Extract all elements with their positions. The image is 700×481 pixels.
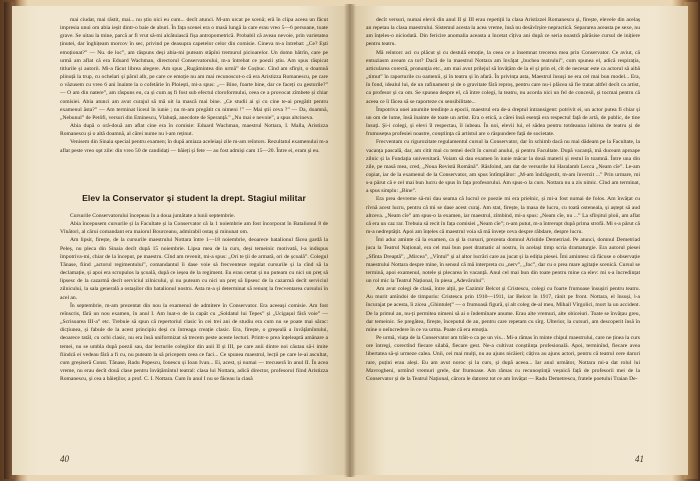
paragraph: Îmi aduc aminte că la examen, ca și la cursuri, prezenta domnul Aristide Demetriad. Pe atunci, domnul Demetriad juca la Teatrul Național, era cel mai bun poet dramatic al nostru, în același timp scria dramaturgie. Era autorul piesei „Sfînta Dreaptă”, „Mircea”, „Vîntul” și al altor lucrări care au jucat și la ediția piesei. Îmi amintesc că făcuse o observație maestrului Nottara despre mine, în sensul că mă interpreta cu „nerv”, „foc”, dar cu o prea mare agitație scenică. Cursul se termină, apoi examenul, notele și plecarea în vacanță. Anul cel mai bun din toate pentru mine ca elev: mi s-a încredințat un rol mic la Teatrul Național, în piesa „Adevărului”. bbox=[366, 237, 640, 284]
paragraph: decît versuri, numai elevii din anul II și III erau repetiții la clasa Aristizzei Romanescu și, firește, elevele din acelaș an repetau la clasa maestrului. Sistemul acesta la acea vreme, însă nu desăvîrșire nepractică. Separarea aceasta pe sexe, nu am înțeles-o niciodată. Din fericire anomalia aceasta a încetat cîțiva ani după ce seria noastră părăsise cursul de inițiere pentru teatru. bbox=[366, 17, 640, 48]
chapter-heading: Elev la Conservator și student la drept. Stagiul militar bbox=[82, 193, 306, 203]
right-text bbox=[366, 16, 640, 383]
paragraph: Am avut colegi de clasă, între alții, pe Cazimir Belcot și Cristescu, colegi cu foarte frumoase însușiri pentru teatru. Au murit amîndoi de timpuriu: Cristescu prin 1910—1911, iar Belcot în 1917, rănit pe front. Nottara, el însuși, l-a încurajat pe acesta, îi zicea „Ghintuleț” — o frumoasă figură, și alt coleg de-al meu, Mihail Vîrgolici, mort la un accident. De la primul an, nu-ți permitea nimeni să ai o îndemînare anume. Erau alte vremuri, alte obiceiuri. Toate se învățau greu, dar temeinic. Se pregătea, firește, începutul de an, pentru care repetam cu sîrg. Ulterior, la cursuri, am descoperit însă în mine o neîncredere în ce va urma. Poate că era emoția. bbox=[366, 286, 640, 333]
page-number-left: 40 bbox=[60, 454, 69, 464]
page-number-right: 41 bbox=[635, 454, 644, 464]
paragraph: Mă reîntorc aci cu plăcut și cu destulă emoție, la ceea ce a însemnat trecerea mea prin Conservator. Ce aviut, că entuziasm aveam ca tot? Dacă de la maestrul Nottara am învățat „buchea teatrului”, cum spunea el, adică respirația, articularea corectă, pronunția etc., am mai avut prilejul să învățăm de la el și prin el, cît de necesar este ca actorul să aibă „timut” în raporturile cu oamenii, și în teatru și în afară. În privința asta, Maestrul însuși ne era cel mai bun model... Era, în fond, idealul lui, de un rafinament și de o gravitate fără reproș, pentru care nu-i plăcea să fie tratat altfel decît ca artist, ca profesor și ca om. Se spunea despre el, că între colegi, la teatru, nu acorda nici un fel de concesii, și tocmai pentru că aceea ce îi făcea să se raporteze cu sensibilitate... bbox=[366, 49, 640, 105]
paragraph: Era prea devreme să-mi dau seama că lucrul ce poezie mi era prielnic, și mi-a fost numai de folos. Am învățat cu rîvnă acest lucru, pentru că mi se dase acest curaj. Am stat, firește, la masa de lucru, cu toată osteneala, și aștept să aud altceva. „Neam cîe” am spus-o la examen, iar maestrul, zîmbind, mi-a spus: „Neam cîe, nu ...” La sfîrșitul ploii, am aflat că era un caz rar. Trebuia să recit în fața comisiei „Neam cîe”; n-am putut, m-a întrerupt după prima strofă. Mi s-a părut că m-a nedreptățit. Apoi am înțeles că maestrul voia să mă învețe ceva despre răbdare, despre lucru. bbox=[366, 196, 640, 236]
paragraph: Împotriva unei anumite tendințe a epocii, maestrul era de-a dreptul intransigent: potrivit ei, un actor putea fi chiar și un om de lume, însă înainte de toate un artist. Era o etică, a cărei însă esență era respectul față de artă, de public, de tine însuți. Și-i colegi, și elevi îl respectau, îl iubeau. În noi, elevii lui, el sădea pentru totdeauna iubirea de teatru și de frumusețea profesiei noastre, conștiința că artistul are o răspundere față de societate. bbox=[366, 106, 640, 138]
paragraph: Abia după o oră-două am aflat cine era în comisie: Eduard Wachman, maestrul Nottara, I. Malla, Aristizza Romanescu și o altă doamnă, al cărei nume nu l-am reținut. bbox=[60, 123, 328, 138]
paragraph: Frecventam cu rigurozitate regulamentul cursul la Conservator, dar în schimb dacă nu mai dădeam pe la Facultate, la vacanța pascală, dar, am citit mai cu temei decît în cursul anului, și pentru Facultate. După vacanță, mă duceam aproape zilnic și la Fundația universitară. Voiam să dau examen în iunie măcar la două materii și restul în toamnă. Între una din zile, pe masă mea, cred, „Noua Revistă Română”. Răsfoind, am dat de versurile lui Haralamb Lecca „Neam cîe”. Le-am copiat, iar de la examenul de la Conservator, am spus întîmplător: „M-am îndrăgostit, m-am înverzit ...” Prin urmare, mi s-a părut că e cel mai bun lucru de spus în fața profesorului. Am spus-o la curs. Nottara nu a zis nimic. Cînd am terminat, a spus simplu: „Bine”. bbox=[366, 139, 640, 195]
paragraph: Cursurile Conservatorului începeau în a doua jumătate a lunii septembrie. bbox=[70, 213, 235, 219]
right-page bbox=[352, 6, 688, 475]
paragraph: În septembrie, m-am prezentat din nou la examenul de admitere în Conservator. Era aceeași comisie. Am fost reînscris, fără un nou examen, în anul I. Am luat-o de la capăt cu „Soldatul lui Tepes” și „Ucigașul fără voie” — „Scrisoarea III-a” etc. Trebuie să spun că repertoriul clasic în cei trei ani de studiu era cum nu se poate mai sărac: dicțiunea, și fabule de la acest principiu deși cu întreaga creație clasic. Era, firește, o greșeală a învățămîntului, deoarece tatăl, cu ochi clasic, nu era însă uniformizat să trecem peste aceste lecturi. Printr-o prea înțeleaptă amânare a temei, nu se umbla după poezii sau, dar lecturile colegilor din anii II și III, pe care anii dintre noi căutau să-i imite fiindcă ei vedeau fără a fi cu, nu puteam la să pricepem ceea ce faci... Ce spunea maestrul, lecții pe care le-ai ascultat, cum greșiseră Const. Tănase, Radu Popescu, Ionescu și Ioan Ivan... Ei, acest, și numai — trecuseră în anul II. În acea vreme, nu erau decît două clase pentru învățămîntul teatral: clasa lui Nottara, adică director, profesorul fiind Aristizza Romanescu, și cea a băieților, a prof. C. I. Nottara. Cum în anul I nu se făceau la clasă bbox=[60, 302, 328, 383]
left-top-text bbox=[60, 16, 328, 155]
paragraph: Venisem din Sinaia special pentru examen; în după amiaza aceleiași zile m-am reîntors. Rezultatul examenului m-a aflat peste vreo opt zile: din vreo 50 de candidați — băieți și fete — au fost admiși cam 15—20. Între ei, eram și eu. bbox=[60, 139, 328, 154]
paragraph: Abia începusem cursurile și la Facultate și la Conservator că la 1 noiembrie am fost încorporat în Batalionul 8 de Vînători, al cărui comandant era maiorul Bourceanu, admirabil ostaș și minunat om. bbox=[60, 221, 328, 236]
left-page bbox=[12, 6, 348, 475]
paragraph: Am lipsit, firește, de la cursurile maestrului Nottara între 1—18 noiembrie, deoarece batalionul făcea gardă la Peleș, nu pleca din Sinaia decît după 15 noiembrie. Lipsa mea de la curs, deși temeinic motivată, l-a indispus împotriva-mi, chiar de la început, pe maestru. Cînd am revenit, mi-a spus: „Ori te ții de armată, ori de școală”. Colegul Tănase, fiind „actorul regimentului”, comandantul îi dase voie să frecventeze regulat cursurile și la cînd să la declamație, și apoi era scrupulos la școală, după ce ieșea de la regiment. Eu erau certat și nu puteam cu nici un preț să lipsesc de la cazarmă decît serviciul zilnicului, și nu puteam cu nici un preț să lipsesc de la cazarmă decît serviciul zilnicului, la sala generală a ostașilor din batalionul nostru. Asta m-a și determinat să renunț la frecventarea cursului în acel an. bbox=[60, 237, 328, 301]
paragraph: Pe urmă, viața de la Conservator am trăit-o ca pe un vis... Mi-a rămas în minte chipul maestrului, care ne ținea la curs ore întregi, corectînd fiecare silabă, fiecare gest. Ne-a cultivat conștiința profesională. Apoi, terminînd, fiecare avea libertatea să-și urmeze calea. Unii, cei mai mulți, nu au ajuns nicăieri; câțiva au ajuns actori, pentru că teatrul cere daruri rare, puțini erau aleși. Eu am avut noroc și la curs, și după aceea... Iar anul următor, Nottara mi-a dat rolul lui Mavrogheni, urmînd vremuri grele, dar frumoase. Am rămas cu recunoștință veșnică față de profesorii mei de la Conservator și de la Teatrul Național, cărora le datorez tot ce am învățat — Radu Demetrescu, fratele poetului Traian De- bbox=[366, 335, 640, 382]
book-gutter bbox=[344, 4, 356, 477]
left-bottom-text bbox=[60, 212, 328, 383]
paragraph: mai ciudat, mai răstit, mai... nu știu nici eu cum... decît atunci. M-am urcat pe scenă; eră în clipa aceea un fâcut impresia unui om abia ieșit dintr-o baie de aburi. În fața scenei era o masă lungă la care erau vreo 5—6 persoane, toate grave. Se uitau la mine, parcă ar fi vrut să-mi alcătuiască fișa antropometrică. Probabil că aveau nevoie, prin varietatea ținutei, dar înghițeam morcov în sec, privind pe deasupra capetelor celor din comisie. Cineva m-a întrebat: „Ce? Ești emoționat?” — Nu. de loc”, am răspuns deși abia-mi puteam stăpîni tremurul picioarelor. Un domn bătrîn, care pe urmă am aflat că era Eduard Wachman, directorul Conservatorului, m-a întrebat ce poezii știu. Am spus răspicat titlurile și autorii. Mi-a făcut librea alegere. Am spus „Rugămintea din urmă” de Coșbuc. Cînd am sfîrșit, o doamnă plinuță la trup, cu ochelari și părul alb, pe care ce emoție nu am mai recunoscut-o că era Aristizza Romanescu, pe care o văzusem cu vreo 6 ani înainte la o cofetărie în Ploiești, mi-a spus: „— Bine, foarte bine, dar ce faceți cu gesturile?” — O am din natere”, am răspuns eu, ca și cum aș fi fost sub efectul cloroformului, ceea ce a provocat zîmbete și chiar comisiei. Abia atunci am avut curajul să mă uit la mască mai bine. „Ce studii ai și cu cine te-ai pregătit pentru examenul ăsta?” — Am terminat liceul în iunie ; nu m-am pregătit cu nimeni !” — Mai știi ceva ?” — Da, doamnă, „Nebunul” de Petőfi, versuri din Eminescu, Vlahuță, anecdote de Speranță.” „Nu mai e nevoie”, a spus altcineva. bbox=[60, 17, 328, 121]
